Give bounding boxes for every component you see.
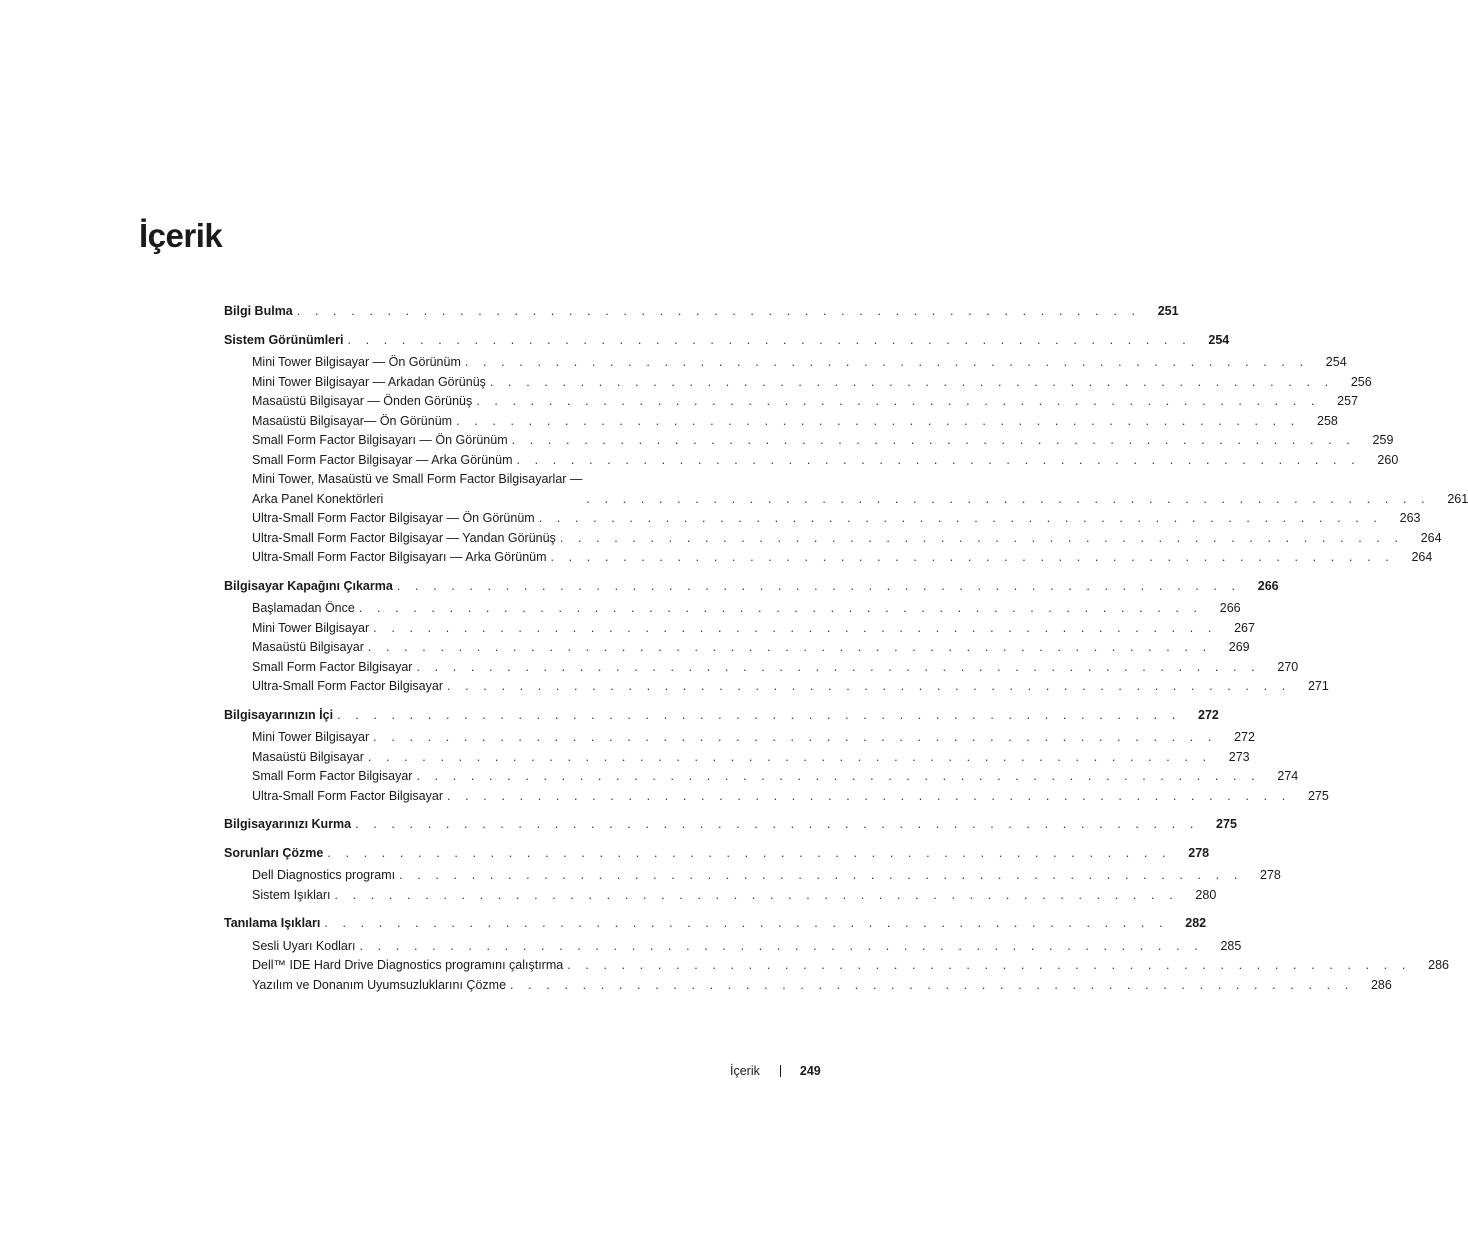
dot-leader: . . . . . . . . . . . . . . . . . . . . . . . . . . . . . . . . . . . . . . . . . . . . . . . [538,511,1383,525]
dot-leader: . . . . . . . . . . . . . . . . . . . . . . . . . . . . . . . . . . . . . . . . . . . . . . . [373,620,1217,635]
toc-page-number: 260 [1377,452,1399,467]
toc-page-number: 256 [1350,374,1372,389]
toc-entry-label: Dell™ IDE Hard Drive Diagnostics programını çalıştırma [252,958,564,972]
toc-page-number: 270 [1277,659,1299,674]
toc-entry-label: Masaüstü Bilgisayar— Ön Görünüm [252,413,453,428]
toc-entry-label: Mini Tower Bilgisayar [252,620,370,635]
dot-leader: . . . . . . . . . . . . . . . . . . . . . . . . . . . . . . . . . . . . . . . . . . . . . . . [373,730,1217,744]
toc-entry-label-line1: Mini Tower, Masaüstü ve Small Form Factor Bilgisayarlar — [252,472,583,486]
toc-section [224,577,1329,697]
toc-entry-label: Mini Tower Bilgisayar — Ön Görünüm [252,355,461,369]
toc-entry-label [252,470,582,509]
dot-leader: . . . . . . . . . . . . . . . . . . . . . . . . . . . . . . . . . . . . . . . . . . . . . . . [296,304,1141,318]
dot-leader: . . . . . . . . . . . . . . . . . . . . . . . . . . . . . . . . . . . . . . . . . . . . . . . [399,868,1243,882]
dot-leader: . . . . . . . . . . . . . . . . . . . . . . . . . . . . . . . . . . . . . . . . . . . . . . . [464,355,1309,369]
toc-page-number: 275 [1307,788,1329,803]
toc-entry-label: Ultra-Small Form Factor Bilgisayar [252,679,444,693]
toc-entry-label: Yazılım ve Donanım Uyumsuzluklarını Çözme [252,977,507,992]
toc-entry[interactable] [224,956,1449,976]
toc-page-number: 263 [1399,511,1421,525]
dot-leader: . . . . . . . . . . . . . . . . . . . . . . . . . . . . . . . . . . . . . . . . . . . . . . . [456,413,1300,428]
toc-entry[interactable] [224,353,1347,373]
dot-leader: . . . . . . . . . . . . . . . . . . . . . . . . . . . . . . . . . . . . . . . . . . . . . . . [327,845,1172,860]
toc-section [224,815,1237,835]
toc-entry[interactable] [224,728,1255,748]
toc-entry-label: Mini Tower Bilgisayar — Arkadan Görünüş [252,374,486,389]
dot-leader: . . . . . . . . . . . . . . . . . . . . . . . . . . . . . . . . . . . . . . . . . . . . . . . [367,749,1212,764]
toc-section [224,331,1468,568]
toc-heading-bilgi-bulma[interactable] [224,302,1179,322]
toc-page-number: 254 [1208,332,1230,347]
toc-entry-label: Small Form Factor Bilgisayar [252,659,413,674]
dot-leader: . . . . . . . . . . . . . . . . . . . . . . . . . . . . . . . . . . . . . . . . . . . . . . . [447,679,1291,693]
toc-page-number: 259 [1372,433,1394,447]
toc-page-number: 267 [1234,620,1255,635]
toc-heading-label: Bilgisayarınızı Kurma [224,817,352,831]
toc-entry-label: Dell Diagnostics programı [252,868,396,882]
dot-leader: . . . . . . . . . . . . . . . . . . . . . . . . . . . . . . . . . . . . . . . . . . . . . . . [516,452,1361,467]
toc-page-number: 258 [1317,413,1338,428]
toc-entry-label: Masaüstü Bilgisayar — Önden Görünüş [252,394,473,408]
toc-entry[interactable] [224,677,1329,697]
dot-leader: . . . . . . . . . . . . . . . . . . . . . . . . . . . . . . . . . . . . . . . . . . . . . . . [367,640,1212,654]
toc-page-number: 275 [1216,817,1237,831]
dot-leader: . . . . . . . . . . . . . . . . . . . . . . . . . . . . . . . . . . . . . . . . . . . . . . . [489,374,1334,389]
toc-entry[interactable] [224,866,1281,886]
toc-page-number: 266 [1257,578,1279,593]
toc-entry-label: Sistem Işıkları [252,887,331,902]
toc-page-number: 274 [1277,769,1299,783]
dot-leader: . . . . . . . . . . . . . . . . . . . . . . . . . . . . . . . . . . . . . . . . . . . . . . . [567,958,1411,972]
dot-leader: . . . . . . . . . . . . . . . . . . . . . . . . . . . . . . . . . . . . . . . . . . . . . . . [559,530,1404,545]
toc-page-number: 286 [1370,977,1392,992]
toc-page-number: 264 [1420,530,1442,545]
toc-entry[interactable] [224,451,1399,471]
dot-leader: . . . . . . . . . . . . . . . . . . . . . . . . . . . . . . . . . . . . . . . . . . . . . . . [416,659,1261,674]
dot-leader: . . . . . . . . . . . . . . . . . . . . . . . . . . . . . . . . . . . . . . . . . . . . . . . [334,887,1179,902]
toc-page-number: 280 [1195,887,1217,902]
toc-entry-label: Ultra-Small Form Factor Bilgisayar [252,788,444,803]
toc-heading-label: Sistem Görünümleri [224,332,344,347]
toc-entry-label: Ultra-Small Form Factor Bilgisayar — Ön Görünüm [252,511,535,525]
toc-section [224,914,1449,995]
toc-page-number: 286 [1428,958,1449,972]
toc-page-number: 272 [1234,730,1255,744]
toc-heading-label: Bilgisayarınızın İçi [224,707,334,722]
page-title: İçerik [139,217,223,254]
toc-entry[interactable] [224,658,1299,678]
toc-heading-tanilama-isiklari[interactable] [224,914,1207,934]
toc-entry[interactable] [224,529,1442,549]
toc-entry[interactable] [224,619,1255,639]
toc-entry-label: Masaüstü Bilgisayar [252,640,364,654]
dot-leader: . . . . . . . . . . . . . . . . . . . . . . . . . . . . . . . . . . . . . . . . . . . . . . . [586,491,1431,506]
toc-heading-bilgisayarinizi-kurma[interactable] [224,815,1237,835]
toc-page-number: 251 [1157,304,1179,318]
toc-page-number: 266 [1219,601,1241,615]
toc-entry[interactable] [224,412,1338,432]
toc-entry[interactable] [224,373,1372,393]
toc-entry[interactable] [224,548,1433,568]
toc-entry[interactable] [224,638,1250,658]
toc-entry-label: Başlamadan Önce [252,601,355,615]
toc-entry[interactable] [224,509,1421,529]
dot-leader: . . . . . . . . . . . . . . . . . . . . . . . . . . . . . . . . . . . . . . . . . . . . . . . [416,769,1261,783]
toc-page-number: 271 [1307,679,1329,693]
toc-entry-label: Small Form Factor Bilgisayar — Arka Görünüm [252,452,513,467]
toc-section [224,706,1329,807]
toc-entry[interactable] [224,431,1394,451]
dot-leader: . . . . . . . . . . . . . . . . . . . . . . . . . . . . . . . . . . . . . . . . . . . . . . . [447,788,1291,803]
toc-entry-multiline[interactable] [224,470,1468,509]
toc-entry[interactable] [224,937,1242,957]
toc-entry[interactable] [224,392,1359,412]
toc-entry-label: Ultra-Small Form Factor Bilgisayarı — Arka Görünüm [252,550,547,564]
toc-page-number: 278 [1188,845,1210,860]
toc-entry-label-line2: Arka Panel Konektörleri [252,491,384,506]
toc-page-number: 285 [1220,938,1242,953]
toc-section [224,844,1281,906]
toc-page-number: 273 [1228,749,1250,764]
toc-page-number: 261 [1447,491,1468,506]
toc-page-number: 269 [1228,640,1250,654]
toc-entry-label: Sesli Uyarı Kodları [252,938,356,953]
toc-entry[interactable] [224,767,1299,787]
toc-heading-label: Bilgi Bulma [224,304,293,318]
toc-section [224,302,1179,322]
toc-entry-label: Masaüstü Bilgisayar [252,749,364,764]
dot-leader: . . . . . . . . . . . . . . . . . . . . . . . . . . . . . . . . . . . . . . . . . . . . . . . [550,550,1395,564]
toc-entry-label: Small Form Factor Bilgisayar [252,769,413,783]
footer-divider [780,1065,781,1077]
dot-leader: . . . . . . . . . . . . . . . . . . . . . . . . . . . . . . . . . . . . . . . . . . . . . . . [511,433,1356,447]
dot-leader: . . . . . . . . . . . . . . . . . . . . . . . . . . . . . . . . . . . . . . . . . . . . . . . [347,332,1192,347]
footer-section-label: İçerik [730,1064,760,1078]
dot-leader: . . . . . . . . . . . . . . . . . . . . . . . . . . . . . . . . . . . . . . . . . . . . . . . [510,977,1354,992]
toc-page-number: 257 [1337,394,1359,408]
toc-heading-sistem-gorunumleri[interactable] [224,331,1230,351]
toc-entry[interactable] [224,599,1241,619]
toc-entry-label: Small Form Factor Bilgisayarı — Ön Görünüm [252,433,508,447]
dot-leader: . . . . . . . . . . . . . . . . . . . . . . . . . . . . . . . . . . . . . . . . . . . . . . . [359,938,1204,953]
toc-heading-label: Tanılama Işıkları [224,916,321,930]
toc-entry[interactable] [224,976,1392,996]
dot-leader: . . . . . . . . . . . . . . . . . . . . . . . . . . . . . . . . . . . . . . . . . . . . . . . [476,394,1321,408]
toc-heading-sorunlari-cozme[interactable] [224,844,1210,864]
toc-heading-bilgisayar-kapagini-cikarma[interactable] [224,577,1279,597]
toc-heading-bilgisayarinizin-ici[interactable] [224,706,1219,726]
toc-entry[interactable] [224,787,1329,807]
toc-heading-label: Sorunları Çözme [224,845,324,860]
toc-page-number: 264 [1411,550,1433,564]
toc-entry-label: Mini Tower Bilgisayar [252,730,370,744]
toc-heading-label: Bilgisayar Kapağını Çıkarma [224,578,393,593]
toc-entry[interactable] [224,748,1250,768]
dot-leader: . . . . . . . . . . . . . . . . . . . . . . . . . . . . . . . . . . . . . . . . . . . . . . . [337,707,1181,722]
footer-page-number: 249 [799,1064,821,1078]
toc-page-number: 254 [1325,355,1347,369]
table-of-contents [224,302,1468,1004]
dot-leader: . . . . . . . . . . . . . . . . . . . . . . . . . . . . . . . . . . . . . . . . . . . . . . . [358,601,1203,615]
dot-leader: . . . . . . . . . . . . . . . . . . . . . . . . . . . . . . . . . . . . . . . . . . . . . . . [324,916,1169,930]
dot-leader: . . . . . . . . . . . . . . . . . . . . . . . . . . . . . . . . . . . . . . . . . . . . . . . [355,817,1199,831]
dot-leader: . . . . . . . . . . . . . . . . . . . . . . . . . . . . . . . . . . . . . . . . . . . . . . . [396,578,1241,593]
toc-page-number: 282 [1185,916,1207,930]
toc-entry-label: Ultra-Small Form Factor Bilgisayar — Yandan Görünüş [252,530,556,545]
page-footer [730,1062,821,1080]
toc-page-number: 272 [1198,707,1219,722]
toc-entry[interactable] [224,886,1217,906]
toc-page-number: 278 [1260,868,1281,882]
